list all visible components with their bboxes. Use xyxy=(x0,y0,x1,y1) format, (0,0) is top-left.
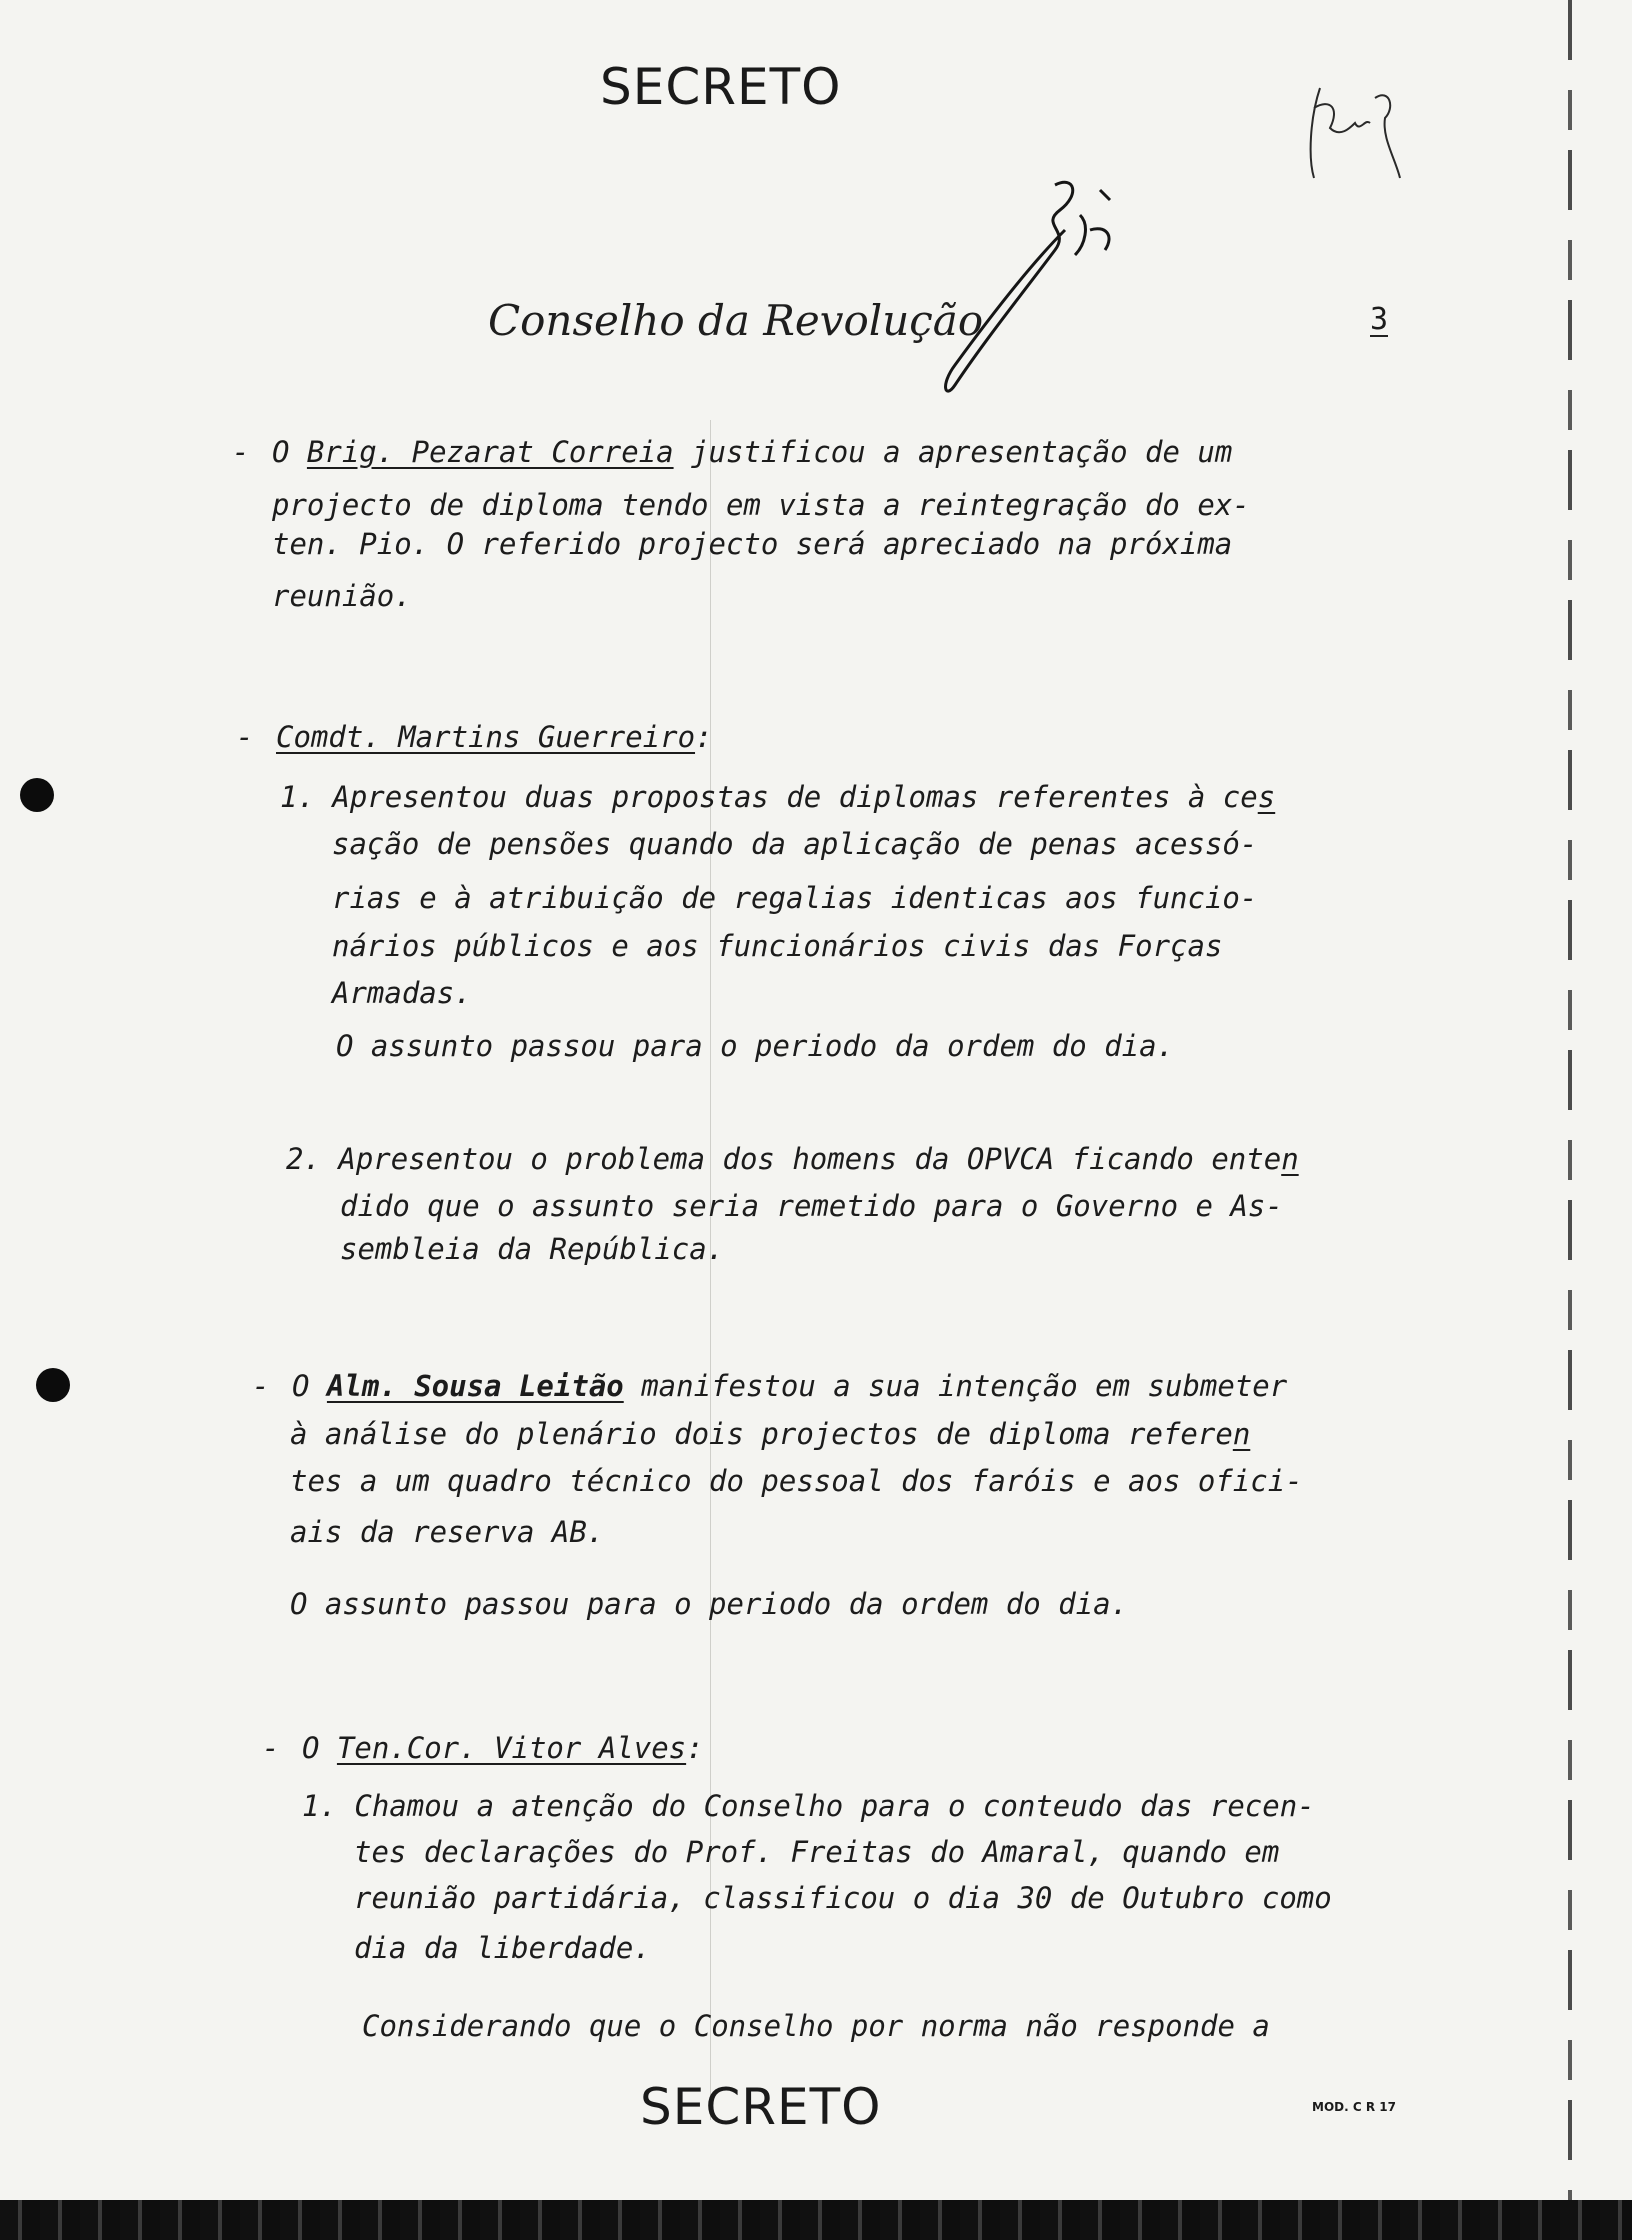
item-text-line: Armadas. xyxy=(332,976,472,1010)
classification-stamp-top: SECRETO xyxy=(600,58,842,116)
person-name: Brig. Pezarat Correia xyxy=(306,435,674,469)
item-text-line: sação de pensões quando da aplicação de penas acessó- xyxy=(332,827,1258,861)
entry-text-line: à análise do plenário dois projectos de diploma referen xyxy=(290,1417,1251,1451)
item-text-line: rias e à atribuição de regalias identicas aos funcio- xyxy=(332,881,1258,915)
item-text-line: reunião partidária, classificou o dia 30 de Outubro como xyxy=(354,1881,1332,1915)
form-code: MOD. C R 17 xyxy=(1312,2100,1396,2114)
entry-text-line: reunião. xyxy=(272,579,412,613)
item-text-line: tes declarações do Prof. Freitas do Amaral, quando em xyxy=(354,1835,1280,1869)
classification-stamp-bottom: SECRETO xyxy=(640,2078,882,2136)
item-1-line: 1. Apresentou duas propostas de diplomas referentes à ces xyxy=(280,780,1276,814)
item-text-line: sembleia da República. xyxy=(340,1232,725,1266)
entry-sousa-leitao: - O Alm. Sousa Leitão manifestou a sua intenção em submeter xyxy=(252,1369,1288,1403)
entry-text-line: projecto de diploma tendo em vista a reintegração do ex- xyxy=(272,488,1250,522)
person-name: Alm. Sousa Leitão xyxy=(326,1369,624,1403)
person-name: Ten.Cor. Vitor Alves xyxy=(336,1731,687,1765)
entry-text-line: ten. Pio. O referido projecto será apreciado na próxima xyxy=(272,527,1233,561)
item-2-line: 2. Apresentou o problema dos homens da OPVCA ficando enten xyxy=(286,1142,1299,1176)
scan-bottom-band xyxy=(0,2200,1632,2240)
entry-text-line: tes a um quadro técnico do pessoal dos faróis e aos ofici- xyxy=(290,1464,1303,1498)
entry-pezarat-correia: - O Brig. Pezarat Correia justificou a apresentação de um xyxy=(232,435,1233,469)
item-text-line: dido que o assunto seria remetido para o Governo e As- xyxy=(340,1189,1283,1223)
right-edge-border xyxy=(1568,0,1572,2200)
item-note: O assunto passou para o periodo da ordem do dia. xyxy=(336,1029,1175,1063)
punch-hole xyxy=(20,778,54,812)
item-1-line: 1. Chamou a atenção do Conselho para o conteudo das recen- xyxy=(302,1789,1315,1823)
council-header: Conselho da Revolução xyxy=(488,296,984,345)
signature-icon xyxy=(905,170,1165,400)
punch-hole xyxy=(36,1368,70,1402)
entry-vitor-alves: - O Ten.Cor. Vitor Alves: xyxy=(262,1731,704,1765)
continuation-line: Considerando que o Conselho por norma não responde a xyxy=(362,2009,1270,2043)
page-number: 3 xyxy=(1370,302,1389,337)
handwritten-initials-icon xyxy=(1300,78,1410,188)
entry-note: O assunto passou para o periodo da ordem do dia. xyxy=(290,1587,1129,1621)
item-text-line: dia da liberdade. xyxy=(354,1931,651,1965)
entry-text-line: ais da reserva AB. xyxy=(290,1515,605,1549)
item-text-line: nários públicos e aos funcionários civis das Forças xyxy=(332,929,1223,963)
person-name: Comdt. Martins Guerreiro xyxy=(276,720,696,754)
entry-martins-guerreiro: - Comdt. Martins Guerreiro: xyxy=(236,720,713,754)
